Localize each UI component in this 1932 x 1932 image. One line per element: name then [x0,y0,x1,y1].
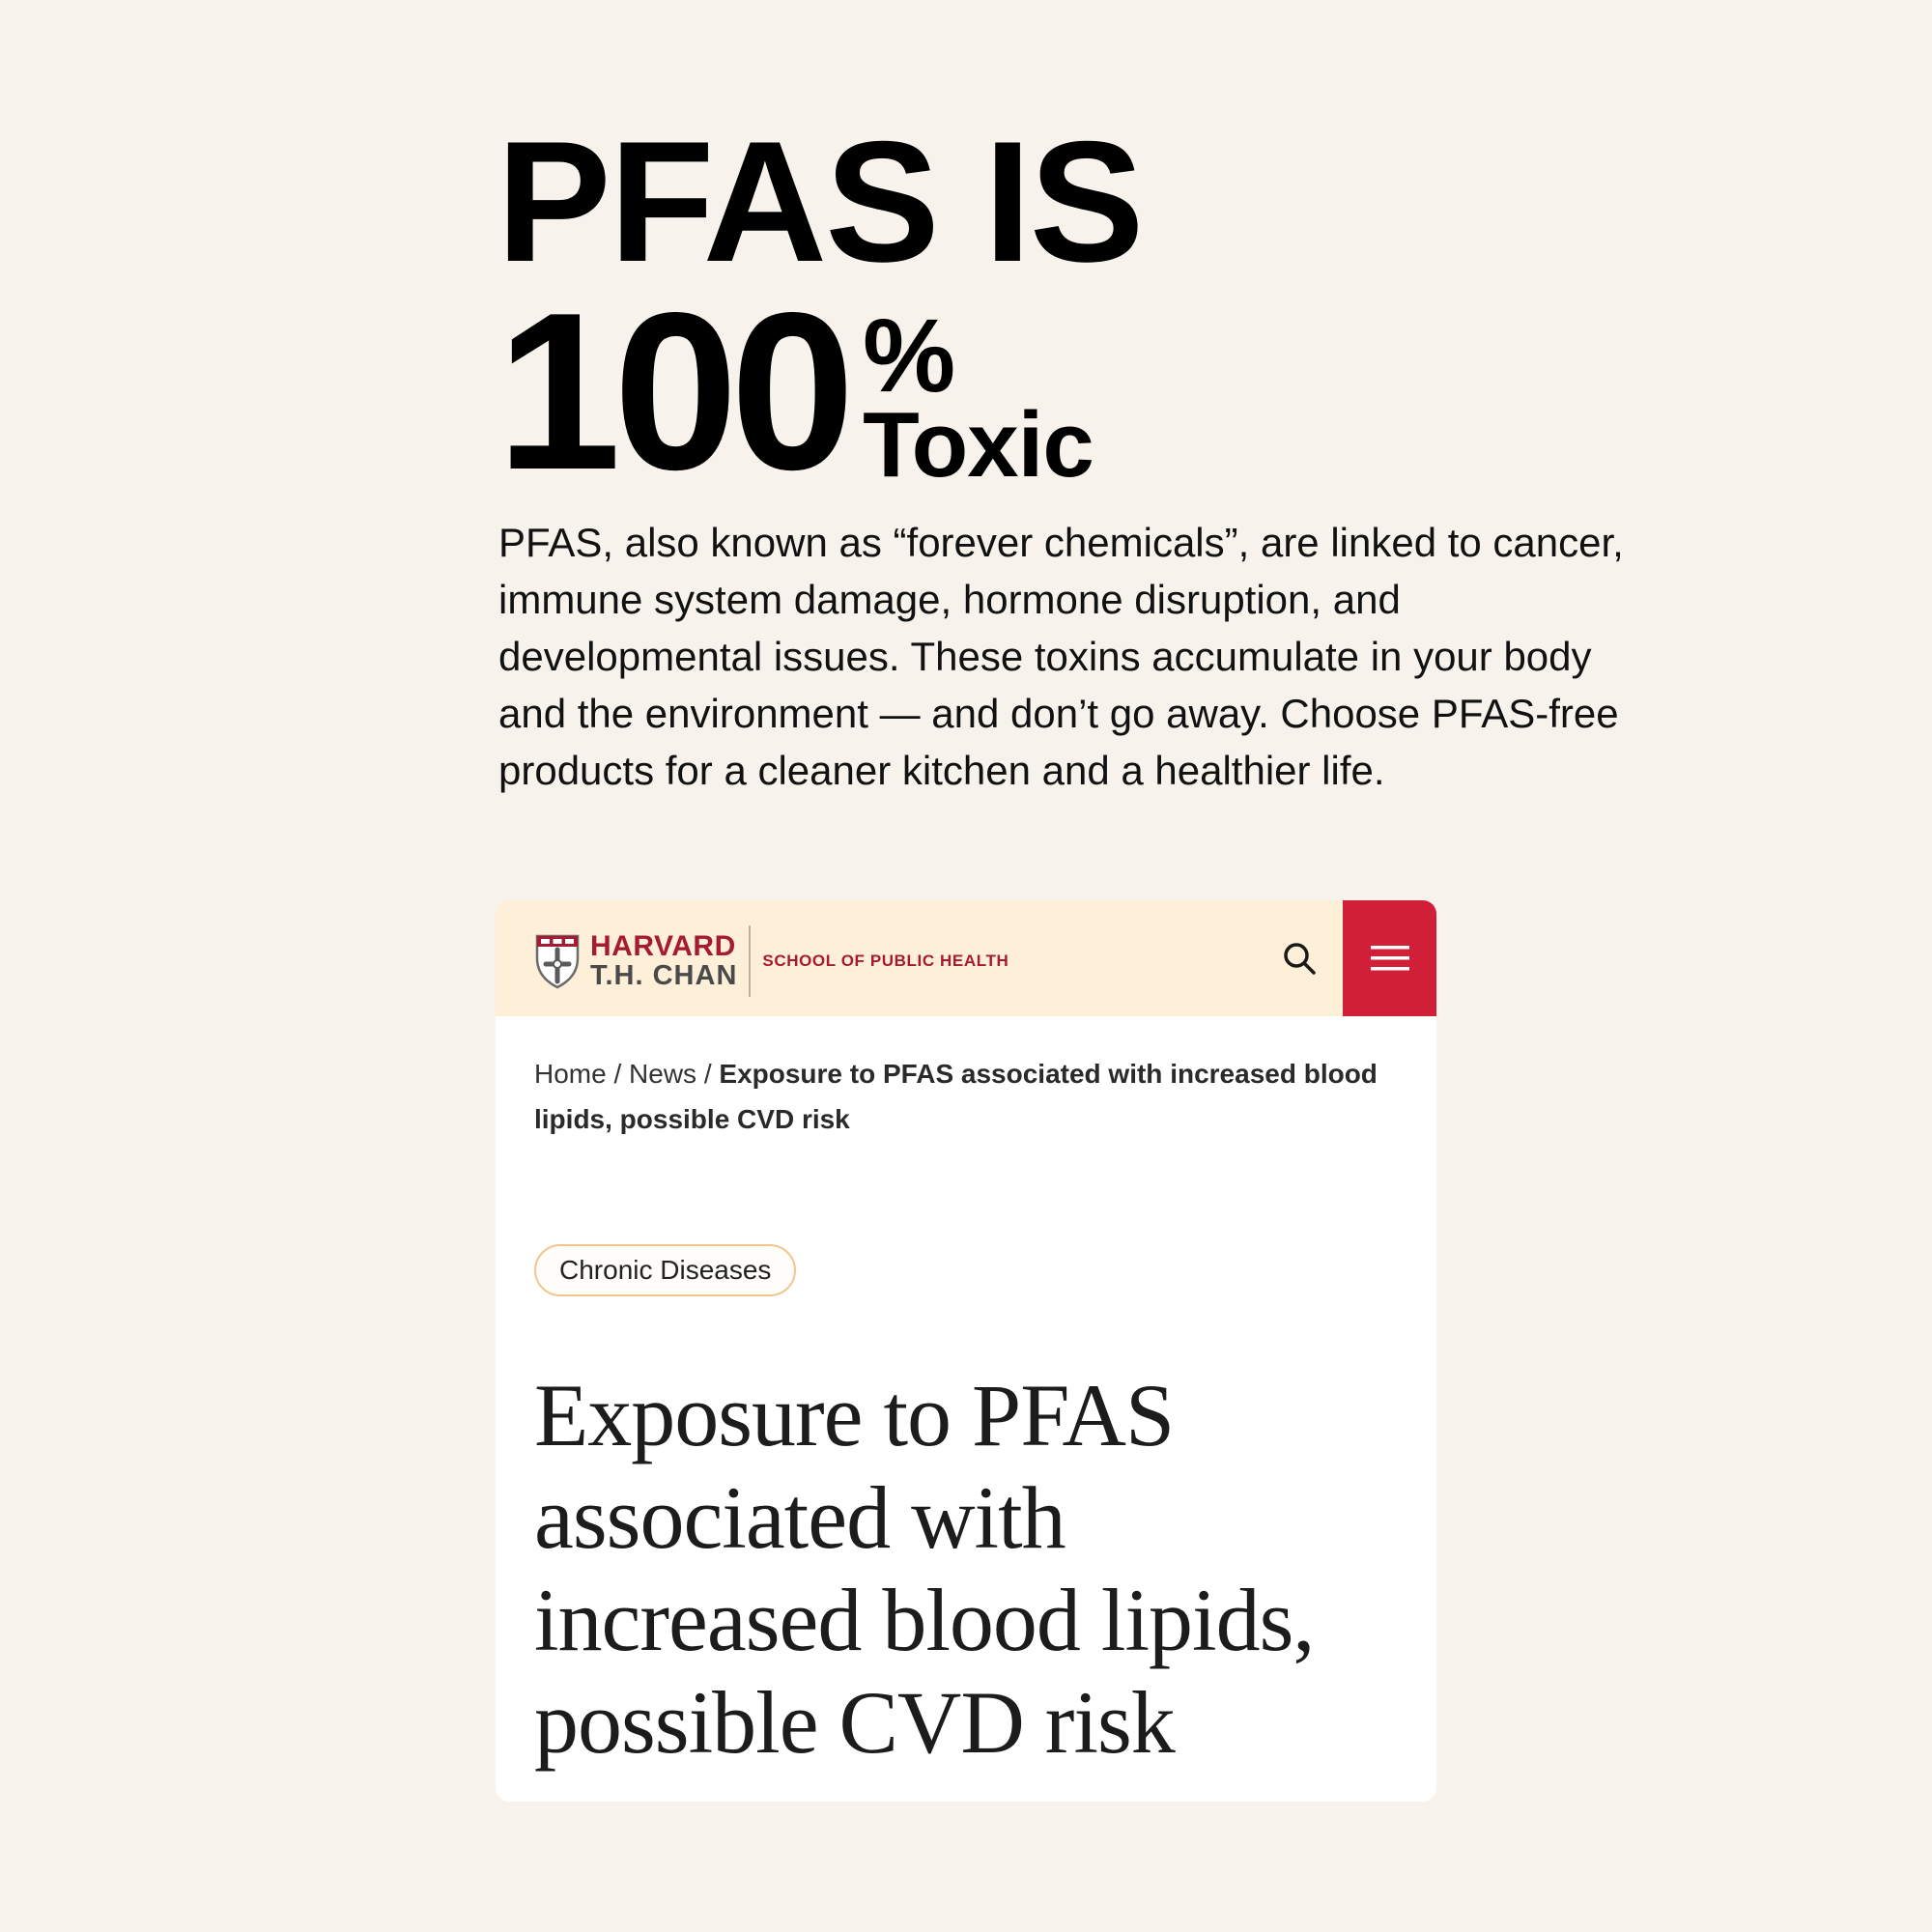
category-tag[interactable]: Chronic Diseases [534,1244,796,1296]
percent-toxic-stack [863,297,1094,497]
menu-button[interactable] [1343,900,1436,1016]
logo-divider [749,925,751,997]
big-number: 100 [497,267,848,518]
harvard-chan-logo[interactable] [534,925,1009,997]
hero-section [497,105,1656,518]
breadcrumb-news-link[interactable]: News [629,1059,697,1089]
breadcrumb-home-link[interactable]: Home [534,1059,607,1089]
breadcrumb-separator: / [613,1059,630,1089]
breadcrumb-current-page: Exposure to PFAS associated with increased blood lipids, possible CVD risk [534,1059,1378,1134]
logo-chan-text: T.H. CHAN [590,960,738,991]
intro-paragraph: PFAS, also known as “forever chemicals”, are linked to cancer, immune system damage, hormone disruption, and developmental issues. These toxins accumulate in your body and the environment — and don’t go away. Choose PFAS-free products for a cleaner kitchen and a healthier life. [498,520,1624,793]
headline-pfas-is: PFAS IS [497,105,1143,298]
harvard-shield-icon [534,933,581,989]
article-title: Exposure to PFAS associated with increased blood lipids, possible CVD risk [534,1366,1315,1772]
school-name: SCHOOL OF PUBLIC HEALTH [762,952,1009,970]
logo-harvard-text: HARVARD [590,930,736,962]
percent-sign: % [863,297,956,414]
site-header [496,900,1436,1016]
article-screenshot-card [496,900,1436,1802]
breadcrumb-separator: / [703,1059,720,1089]
hamburger-menu-icon [1370,942,1410,975]
search-button[interactable] [1274,933,1324,983]
breadcrumb [534,1051,1404,1142]
toxic-word: Toxic [863,392,1094,497]
search-icon [1280,939,1319,978]
headline-percentage [497,267,1656,518]
logo-wordmark [590,931,737,991]
